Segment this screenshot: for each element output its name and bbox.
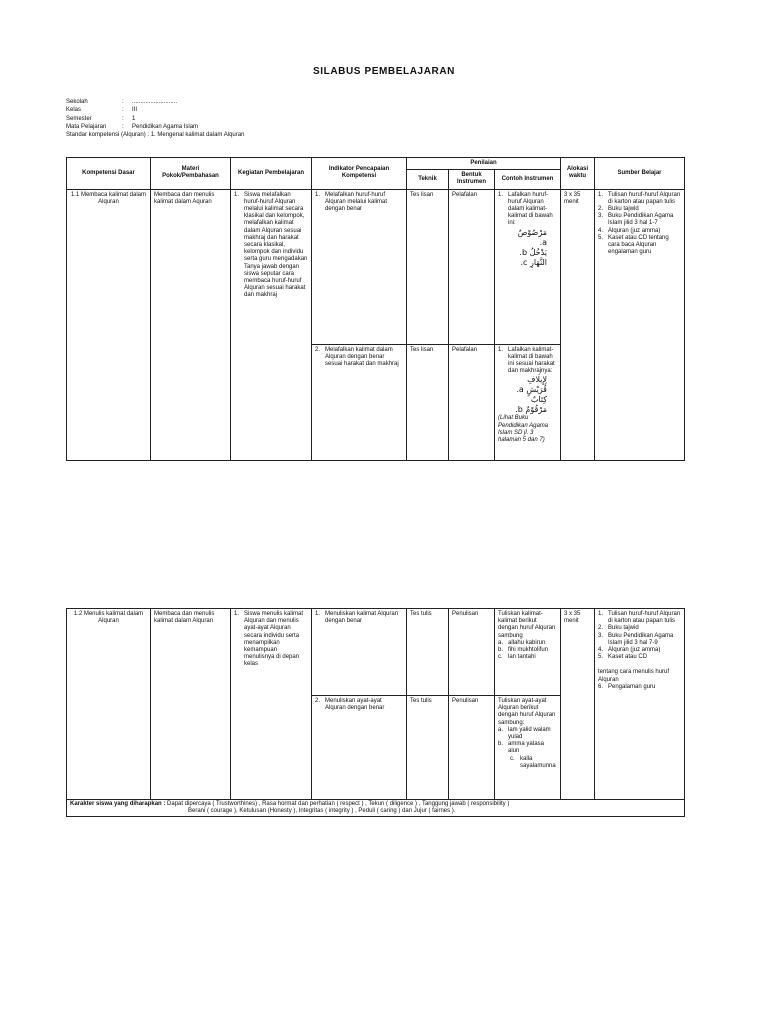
indikator-cell — [312, 609, 407, 696]
karakter-line-2: Berani ( courage ), Ketulusan (Honesty ), Integritas ( integrity ) , Peduli ( caring ) dan Jujur ( fairnes ). — [188, 808, 456, 815]
contoh-cell — [495, 344, 561, 460]
item-text: Siswa menulis kalimat Alquran dan menulis ayat-ayat Alquran secara individu serta menampilkan kemampuan menulisnya di depan kelas — [244, 611, 304, 668]
item-text: Buku Pendidikan Agama Islam jilid 3 hal 7-9 — [608, 632, 674, 646]
header-kegiatan: Kegiatan Pembelajaran — [231, 158, 312, 190]
materi-cell: Membaca dan menulis kalimat dalam Aquran — [151, 189, 231, 460]
item-text: Alquran (juz amma) — [608, 647, 661, 654]
header-materi: Materi Pokok/Pembahasan — [151, 158, 231, 190]
item-text: Buku tajwid — [608, 206, 639, 213]
item-text: Menuliskan kalimat Alquran dengan benar — [325, 611, 399, 625]
item-text: Buku tajwid — [608, 625, 639, 632]
syllabus-table-2 — [66, 608, 685, 817]
item-number: 1. — [498, 191, 504, 198]
item-number: 2. — [598, 206, 604, 213]
karakter-line-1: Dapat dipercaya ( Trustworthines) , Rasa hormat dan perhatian ( respect ) , Tekun ( diligence ) , Tanggung jawab ( responsibility ) — [167, 801, 510, 807]
kd-cell — [67, 609, 151, 800]
item-text — [508, 347, 557, 416]
item-letter: b. — [519, 247, 528, 257]
meta-value: Pendidikan Agama Islam — [132, 123, 199, 130]
list-item — [598, 192, 681, 206]
item-letter: a. — [539, 237, 548, 247]
item-text: allahu kabirun — [508, 639, 546, 646]
alokasi-cell: 3 x 35 menit — [561, 189, 595, 460]
arabic-text: يَدْخُلُ — [529, 247, 548, 257]
kd-cell — [67, 189, 151, 460]
item-number: 3. — [598, 632, 604, 639]
item-number: 4. — [598, 647, 604, 654]
kd-text: 1.1 Membaca kalimat dalam Alquran — [70, 191, 147, 205]
indikator-cell — [312, 189, 407, 344]
list-item — [598, 625, 681, 632]
teknik-cell: Tes tulis — [407, 696, 449, 800]
item-number: 3. — [598, 213, 604, 220]
list-item — [498, 654, 557, 661]
item-letter: c. — [520, 257, 528, 267]
header-contoh: Contoh Instrumen — [495, 170, 561, 189]
item-text: Menuliskan ayat-ayat Alquran dengan benar — [325, 698, 385, 712]
item-number: 4. — [598, 227, 604, 234]
meta-label: Kelas — [66, 107, 82, 114]
list-item — [498, 727, 557, 741]
karakter-cell — [67, 800, 685, 817]
item-letter: c. — [510, 755, 515, 762]
item-text: Tulisan huruf-huruf Alquran di karton atau papan tulis — [608, 191, 681, 205]
meta-row-mapel — [66, 123, 244, 131]
item-number: 2. — [598, 625, 604, 632]
meta-row-sekolah — [66, 98, 244, 106]
meta-value: III — [132, 107, 138, 114]
list-item — [315, 611, 403, 625]
item-text: Buku Pendidikan Agama Islam jilid 3 hal 1-7 — [608, 213, 674, 227]
contoh-cell — [495, 696, 561, 800]
item-number: 2. — [315, 698, 321, 704]
arabic-example-b — [508, 395, 557, 415]
meta-row-kelas — [66, 106, 244, 114]
meta-label: Sekolah — [66, 99, 88, 105]
item-text: Tulisan huruf-huruf Alquran di karton atau papan tulis — [608, 611, 681, 625]
indikator-cell — [312, 344, 407, 460]
list-item — [315, 698, 403, 712]
header-sumber: Sumber Belajar — [595, 158, 685, 190]
meta-label: Semester — [66, 115, 92, 122]
list-item — [498, 756, 557, 770]
meta-colon: : — [122, 107, 124, 114]
item-number: 1. — [234, 611, 240, 617]
item-number: 1. — [315, 191, 321, 198]
list-item — [234, 611, 308, 669]
header-indikator: Indikator Pencapaian Kompetensi — [312, 158, 407, 190]
list-item — [315, 192, 403, 214]
list-item — [598, 206, 681, 213]
list-item — [498, 347, 557, 416]
list-item — [498, 741, 557, 755]
arabic-text: النَّهَارِ — [529, 257, 548, 267]
item-letter: a. — [498, 726, 504, 733]
meta-colon: : — [122, 99, 124, 105]
item-letter: b. — [498, 741, 504, 748]
arabic-example-a — [508, 375, 557, 395]
meta-colon: : — [122, 115, 124, 122]
meta-value: ........................... — [132, 99, 178, 105]
teknik-cell: Tes lisan — [407, 344, 449, 460]
syllabus-table-1 — [66, 157, 685, 461]
item-number: 1. — [498, 346, 504, 353]
item-text: lam yalid walam yulad — [508, 726, 551, 741]
header-row — [67, 158, 685, 170]
arabic-example-b — [508, 248, 557, 258]
list-item — [598, 633, 681, 647]
contoh-cell — [495, 609, 561, 696]
bentuk-cell: Penulisan — [449, 696, 495, 800]
item-number: 1. — [598, 611, 604, 617]
kegiatan-cell — [231, 609, 312, 800]
item-text: kalla sayalamunna — [520, 755, 556, 769]
item-number: 1. — [315, 611, 321, 617]
page-title: SILABUS PEMBELAJARAN — [312, 66, 455, 77]
karakter-label: Karakter siswa yang diharapkan : — [70, 801, 166, 807]
indikator-cell — [312, 696, 407, 800]
contoh-text: Tuliskan kalimat-kalimat berikut dengan huruf Alquran sambung — [498, 611, 556, 639]
list-item — [498, 192, 557, 268]
list-item — [598, 647, 681, 654]
sumber-extra: tentang cara menulis huruf Alquran — [598, 669, 670, 683]
standar-kompetensi: Standar kompetensi (Alquran) : 1. Mengenal kalimat dalam Alquran — [66, 132, 245, 139]
header-kd: Kompetensi Dasar — [67, 158, 151, 190]
list-item — [598, 654, 681, 661]
arabic-text: لِإِيلَافِ قُرَيْشٍ — [526, 375, 548, 395]
item-text: Pengalaman guru — [608, 683, 656, 690]
header-alokasi: Alokasi waktu — [561, 158, 595, 190]
meta-label: Mata Pelajaran — [66, 123, 107, 130]
contoh-text: Lafalkan kalimat-kalimat di bawah ini sesuai harakat dan makhrajnya: — [508, 346, 555, 375]
header-teknik: Teknik — [407, 170, 449, 189]
alokasi-cell: 3 x 35 menit — [561, 609, 595, 800]
item-number: 5. — [598, 654, 604, 661]
item-text: Alquran (juz amma) — [608, 227, 661, 234]
item-text: Siswa melafalkan huruf-huruf Alquran melalui kalimat secara klasikal dan kelompok, melafalkan kalimat dalam Alquran sesuai makhraj dan harakat secara klasikal, kelompok dan individu serta guru mengadakan Tanya jawab dengan siswa seputar cara membaca huruf-huruf Alquran sesuai harakat dan makhraj — [244, 191, 308, 299]
list-item — [598, 213, 681, 227]
item-number: 6. — [598, 683, 604, 690]
item-letter: a. — [516, 385, 524, 395]
list-item — [234, 192, 308, 300]
list-item — [498, 647, 557, 654]
meta-value: 1 — [132, 115, 136, 122]
item-text: fihi mukhtolifun — [508, 647, 549, 654]
item-number: 1. — [598, 191, 604, 198]
teknik-cell: Tes tulis — [407, 609, 449, 696]
sumber-cell — [595, 609, 685, 800]
contoh-text: Lafalkan huruf-huruf Alquran dalam kalimat-kalimat di bawah ini: — [508, 191, 553, 227]
item-text: Melafalkan huruf-huruf Alquran melalui kalimat dengan benar — [325, 191, 388, 213]
item-text: Kaset atau CD — [608, 654, 648, 661]
list-item — [598, 611, 681, 625]
contoh-cell — [495, 189, 561, 344]
arabic-text: مَرْصُوْصٌ — [517, 227, 548, 237]
contoh-note: (Lihat Buku Pendidikan Agama Islam SD jl. 3 halaman 5 dan 7) — [498, 415, 549, 444]
item-text: Melafalkan kalimat dalam Alquran dengan benar sesuai harakat dan makhraj — [325, 346, 399, 368]
table-row — [67, 609, 685, 696]
karakter-row — [67, 800, 685, 817]
list-item — [598, 684, 681, 691]
kegiatan-cell — [231, 189, 312, 460]
item-text: amma yatasa alun — [508, 741, 545, 755]
bentuk-cell: Pelafalan — [449, 344, 495, 460]
materi-cell: Membaca dan menulis kalimat dalam Alquran — [151, 609, 231, 800]
item-number: 1. — [234, 191, 240, 198]
list-item — [498, 640, 557, 647]
bentuk-cell: Penulisan — [449, 609, 495, 696]
item-letter: a. — [498, 639, 504, 646]
sumber-cell — [595, 189, 685, 460]
meta-row-semester — [66, 115, 244, 123]
item-letter: c. — [498, 654, 503, 661]
item-letter: b. — [498, 647, 504, 654]
item-number: 5. — [598, 234, 604, 241]
meta-colon: : — [122, 123, 124, 130]
list-item — [315, 347, 403, 369]
contoh-text: Tuliskan ayat-ayat Alquran berikut dengan huruf Alquran sambung: — [498, 698, 556, 726]
kd-text: 1.2 Menulis kalimat dalam Alquran — [73, 611, 144, 625]
list-item — [598, 228, 681, 235]
header-penilaian: Penilaian — [407, 158, 561, 170]
arabic-example-c — [508, 258, 557, 268]
arabic-text: كِتَابٌ مَرْقُوْمٌ — [525, 395, 548, 415]
bentuk-cell: Pelafalan — [449, 189, 495, 344]
item-text: lan tantahi — [508, 654, 536, 661]
item-text: Kaset atau CD tentang cara baca Alquran engalaman guru — [608, 234, 669, 256]
item-number: 2. — [315, 346, 321, 353]
document-meta — [66, 98, 244, 139]
item-text — [508, 192, 557, 268]
table-row — [67, 189, 685, 344]
item-letter: b. — [515, 405, 523, 415]
arabic-example-a — [508, 228, 557, 248]
teknik-cell: Tes lisan — [407, 189, 449, 344]
list-item — [598, 235, 681, 257]
header-bentuk: Bentuk Instrumen — [449, 170, 495, 189]
